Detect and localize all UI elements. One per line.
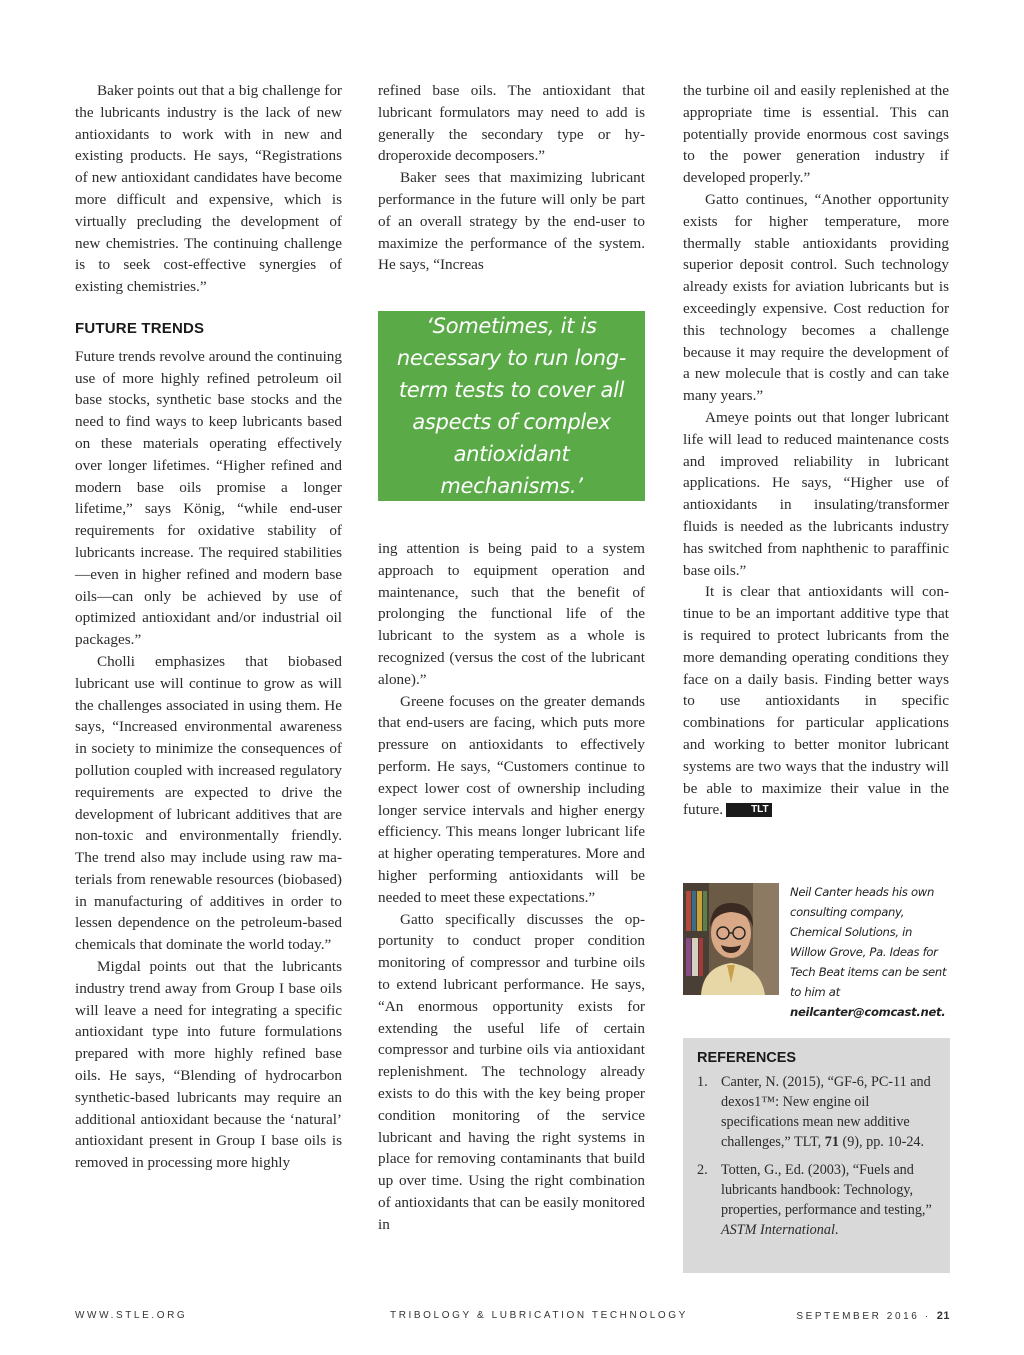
body-paragraph: Cholli emphasizes that biobased lubricant use will continue to grow as will the challenges associated in using them. He says, “Increased environmental awareness in society to minimize the consequences of pollution coupled with increased regulatory requirements are expected to drive the development of lubricant additives that are non-toxic and environmentally friendly. The trend also may include using raw materials from renewable resources (biobased) in manufacturing of additives in order to lessen dependence on the petroleum-based chemicals that dominate the world today.” (75, 652, 342, 954)
body-paragraph: Migdal points out that the lubricants industry trend away from Group I base oils will leave a need for integrating a specific antioxidant type into future formulations prepared with more highly refined base oils. He says, “Blending of hydrocarbon synthetic-based lubricants may require an additional antioxidant because the ‘natural’ antioxidant present in Group I base oils is removed in processing more highly (75, 958, 342, 1172)
reference-citation: Totten, G., Ed. (2003), “Fuels and lubricants handbook: Technology, properties, performance and testing,” (721, 1162, 932, 1218)
page-number: 21 (936, 1310, 950, 1322)
reference-number: 2. (697, 1162, 708, 1178)
author-bio (790, 882, 950, 1022)
article-column-2 (378, 80, 645, 276)
pull-quote (378, 311, 645, 501)
reference-end: . (834, 1222, 839, 1238)
pull-quote-text: ‘Sometimes, it is necessary to run long-term tests to cover all aspects of complex antioxidant mechanisms.’ (396, 314, 627, 498)
tlt-end-mark: TLT (726, 803, 772, 817)
reference-citation: Canter, N. (2015), “GF-6, PC-11 and dexos1™: New engine oil specifications mean new additive challenges,” TLT, (721, 1074, 931, 1150)
closing-paragraph-text: It is clear that antioxidants will continue to be an important additive type that is required to protect lubricants from the more demanding operating conditions they face on a daily basis. Finding better ways to use antioxidants in specific combinations for particular applications and working to better monitor lubricant systems are two ways that the industry will be able to maximize their value in the future. (683, 583, 949, 819)
reference-volume: 71 (824, 1134, 839, 1150)
references-heading: REFERENCES (697, 1050, 797, 1066)
reference-item (697, 1160, 936, 1240)
reference-number: 1. (697, 1074, 708, 1090)
reference-text (721, 1072, 936, 1152)
body-paragraph: Future trends revolve around the continuing use of more highly refined petroleum oil base stocks, synthetic base stocks and the need to find ways to keep lubricants based on these materials operating effectively over longer lifetimes. “Higher refined and modern base oils promise a longer lifetime,” says König, “while end-user requirements for oxidative stability of lubricants increase. The required stabilities—even in higher refined and modern base oils—can only be achieved by use of optimized antioxidant and/or industrial oil packages.” (75, 347, 342, 649)
article-column-1 (75, 80, 342, 1174)
body-paragraph: Ameye points out that longer lubricant life will lead to reduced maintenance costs and improved reliability in lubricant applications. He says, “Higher use of antioxidants in insulating/transformer fluids is needed as the lubricants industry has switched from naphthenic to paraffinic base oils.” (683, 408, 949, 579)
body-paragraph: Gatto continues, “Another opportunity exists for higher temperature, more thermally stable antioxidants providing superior deposit control. Such technology already exists for aviation lubricants but is exceedingly expensive. Cost reduction for this technology becomes a challenge because it may require the development of a new molecule that is costly and can take many years.” (683, 190, 949, 405)
reference-text (721, 1160, 936, 1240)
page-footer (75, 1310, 950, 1324)
body-paragraph (683, 581, 949, 821)
footer-issue-date: SEPTEMBER 2016 · (796, 1311, 931, 1322)
body-paragraph: the turbine oil and easily replenished at the appropriate time is essential. This can potentially provide enormous cost savings to the power generation industry if developed properly.” (683, 82, 949, 187)
footer-publication: TRIBOLOGY & LUBRICATION TECHNOLOGY (390, 1310, 688, 1321)
reference-journal: ASTM International (721, 1222, 835, 1238)
author-photo (683, 883, 779, 995)
author-email-link[interactable]: neilcanter@comcast.net. (790, 1005, 946, 1019)
body-paragraph: ing attention is being paid to a system approach to equipment operation and maintenance, such that the benefit of prolonging the functional life of the lubricant to the system as a whole is recognized (versus the cost of the lubricant alone).” (378, 540, 645, 688)
footer-issue (796, 1310, 950, 1322)
references-box (683, 1038, 950, 1273)
article-column-2-continued (378, 538, 645, 1236)
body-paragraph: refined base oils. The antioxidant that lubricant formulators may need to add is generally the secondary type or hydroperoxide decomposers.” (378, 82, 645, 165)
footer-website[interactable]: WWW.STLE.ORG (75, 1310, 188, 1321)
body-paragraph: Greene focuses on the greater demands that end-users are facing, which puts more pressure on antioxidants to effectively perform. He says, “Customers continue to expect lower cost of ownership including longer service intervals and higher energy efficiency. This means longer lubricant life at higher operating temperatures. More and higher performing antioxidants will be needed to meet these expectations.” (378, 692, 645, 906)
reference-pages: (9), pp. 10-24. (838, 1134, 925, 1150)
reference-item (697, 1072, 936, 1152)
section-heading: FUTURE TRENDS (75, 319, 205, 337)
body-paragraph: Gatto specifically discusses the opportunity to conduct proper condition monitoring of compressor and turbine oils to extend lubricant performance. He says, “An enormous opportunity exists for extending the useful life of certain compressor and turbine oils via antioxidant replenishment. The technology already exists to do this with the key being proper condition monitoring of the service lubricant and having the right systems in place for removing contaminants that build up over time. Using the right combination of antioxidants that can be easily monitored in (378, 910, 645, 1233)
body-paragraph: Baker sees that maximizing lubricant performance in the future will only be part of an overall strategy by the end-user to maximize the performance of the system. He says, “Increas (378, 169, 645, 274)
author-bio-text: Neil Canter heads his own consulting company, Chemical Solutions, in Willow Grove, Pa. Ideas for Tech Beat items can be sent to him at (790, 885, 947, 999)
article-column-3 (683, 80, 949, 821)
body-paragraph: Baker points out that a big challenge for the lubricants industry is the lack of new antioxidants to work with in new and existing products. He says, “Registrations of new antioxidant candidates have become more difficult and expensive, which is virtually precluding the development of new chemistries. The continuing challenge is to seek cost-effective synergies of existing chemistries.” (75, 82, 342, 296)
